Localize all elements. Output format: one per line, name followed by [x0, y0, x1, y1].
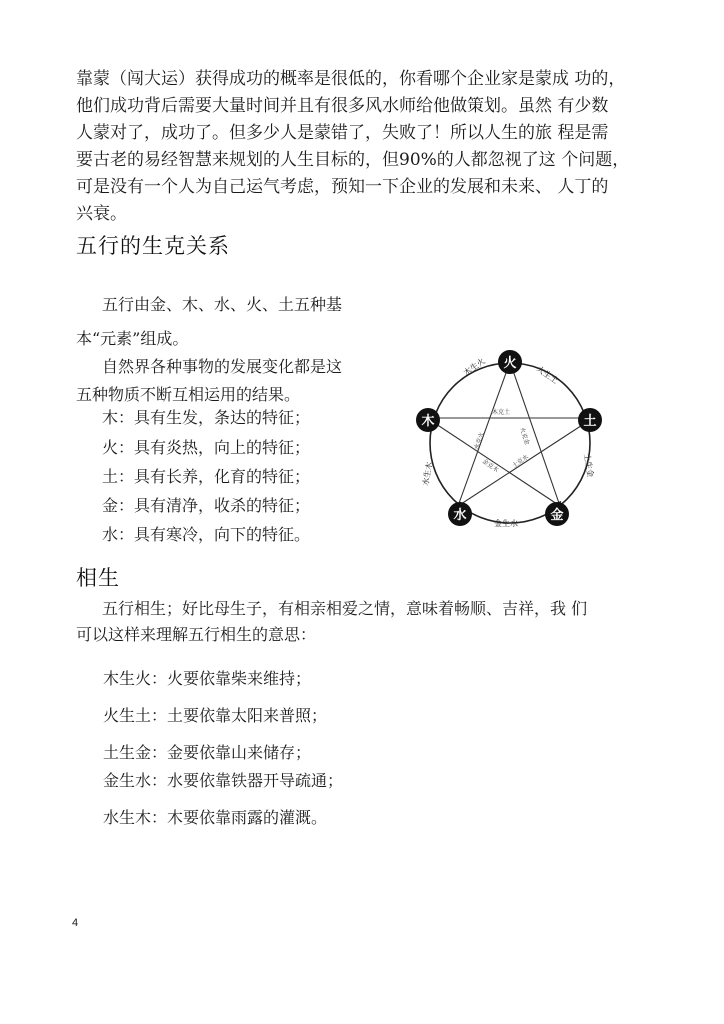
intro-line: 要古老的易经智慧来规划的人生目标的，但90%的人都忽视了这 个问题，	[76, 150, 630, 170]
trait-wood: 木：具有生发，条达的特征；	[102, 408, 311, 427]
label-fire-metal: 火克金	[518, 426, 531, 446]
sheng-item-wood-fire: 木生火：火要依靠柴来维持；	[103, 669, 312, 688]
sheng-intro-line: 五行相生；好比母生子，有相亲相爱之情，意味着畅顺、吉祥，我 们	[102, 599, 588, 618]
label-wood-fire: 木生火	[461, 356, 487, 378]
description-line: 本“元素”组成。	[76, 329, 189, 348]
label-wood-earth: 木克土	[492, 409, 511, 416]
sheng-item-fire-earth: 火生土：土要依靠太阳来普照；	[103, 706, 328, 725]
node-water-label: 水	[453, 508, 467, 523]
sheng-intro-line: 可以这样来理解五行相生的意思：	[76, 625, 317, 644]
trait-fire: 火：具有炎热，向上的特征；	[102, 438, 311, 457]
description-line: 自然界各种事物的发展变化都是这	[102, 357, 343, 376]
section-heading-sheng: 相生	[76, 566, 120, 590]
sheng-item-earth-metal: 土生金：金要依靠山来储存；	[103, 743, 312, 762]
label-fire-earth: 火生土	[534, 364, 560, 386]
intro-line: 可是没有一个人为自己运气考虑，预知一下企业的发展和未来、 人丁的	[76, 177, 609, 197]
description-line: 五行由金、木、水、火、土五种基	[102, 295, 343, 314]
trait-metal: 金：具有清净，收杀的特征；	[102, 496, 311, 515]
intro-paragraph	[76, 66, 656, 228]
intro-line: 兴衰。	[76, 204, 127, 224]
label-metal-wood: 金克木	[480, 457, 500, 474]
sheng-item-metal-water: 金生水：水要依靠铁器开导疏通；	[103, 771, 344, 790]
description-line: 五种物质不断互相运用的结果。	[76, 385, 301, 404]
node-metal-label: 金	[550, 508, 564, 523]
wuxing-diagram	[408, 346, 612, 536]
intro-line: 他们成功背后需要大量时间并且有很多风水师给他做策划。虽然 有少数	[76, 96, 609, 116]
intro-line: 靠蒙（闯大运）获得成功的概率是很低的，你看哪个企业家是蒙成 功的，	[76, 69, 626, 89]
section-heading-wuxing: 五行的生克关系	[76, 234, 230, 258]
label-water-wood: 水生木	[421, 461, 435, 487]
page-number: 4	[72, 917, 79, 929]
node-wood-label: 木	[421, 414, 435, 429]
label-metal-water: 金生水	[494, 519, 518, 528]
sheng-item-water-wood: 水生木：木要依靠雨露的灌溉。	[103, 808, 328, 827]
sheng-intro	[76, 596, 587, 648]
generating-cycle	[430, 363, 590, 523]
intro-line: 人蒙对了，成功了。但多少人是蒙错了，失败了！所以人生的旅 程是需	[76, 123, 609, 143]
label-earth-water: 土克水	[511, 453, 530, 470]
trait-water: 水：具有寒冷，向下的特征。	[102, 525, 311, 544]
trait-earth: 土：具有长养，化育的特征；	[102, 467, 311, 486]
node-fire-label: 火	[503, 356, 517, 371]
label-earth-metal: 土生金	[582, 452, 596, 478]
node-earth-label: 土	[583, 414, 597, 429]
label-water-fire: 水克火	[473, 431, 486, 451]
